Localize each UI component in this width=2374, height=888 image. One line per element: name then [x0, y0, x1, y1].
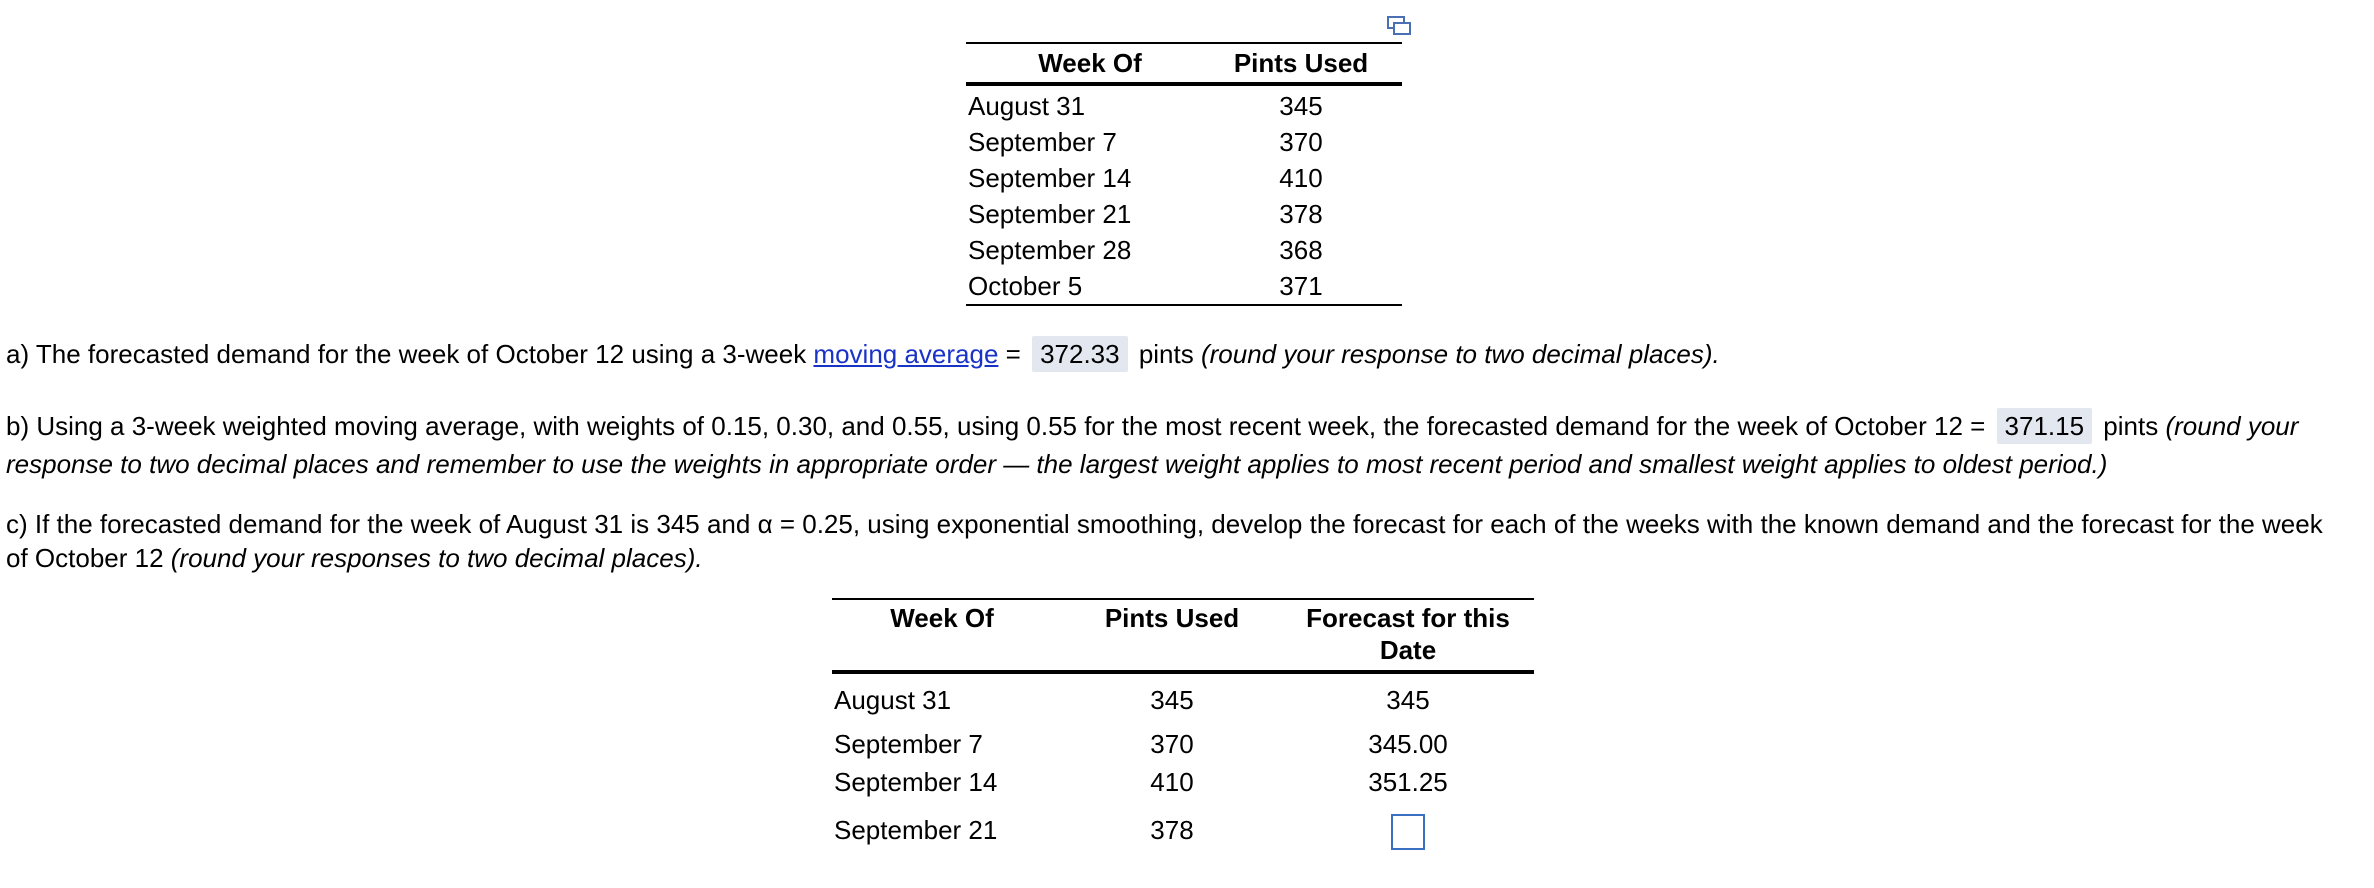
- part-b-units: pints: [2096, 411, 2166, 441]
- part-a-equals: =: [998, 339, 1029, 369]
- table-bottom-rule: [966, 304, 1402, 306]
- forecast-cell: 345: [1386, 685, 1430, 715]
- table-row: [966, 268, 1402, 304]
- question-part-b-line2: [6, 446, 2107, 482]
- forecast-cell: 345.00: [1368, 729, 1448, 759]
- forecast-cell: 351.25: [1368, 767, 1448, 797]
- table-top-rule: [966, 42, 1402, 44]
- header-pints-used: Pints Used: [1233, 48, 1369, 78]
- table-row: [966, 160, 1402, 196]
- part-b-answer: 371.15: [1997, 408, 2093, 444]
- header-week-of: Week Of: [890, 603, 994, 633]
- part-b-text: b) Using a 3-week weighted moving average, with weights of 0.15, 0.30, and 0.55, using 0.55 for the most recent week, the forecasted demand for the week of October 12 =: [6, 411, 1993, 441]
- question-part-c-line1: [6, 506, 2323, 542]
- week-cell: October 5: [968, 271, 1083, 301]
- pints-cell: 368: [1279, 235, 1323, 265]
- pints-cell: 378: [1150, 815, 1194, 845]
- week-cell: August 31: [834, 685, 952, 715]
- pints-cell: 370: [1150, 729, 1194, 759]
- table-row: [832, 810, 1534, 850]
- forecast-cell: [1288, 810, 1528, 850]
- week-cell: September 21: [834, 815, 998, 845]
- part-c-note: (round your responses to two decimal places).: [170, 543, 703, 573]
- week-cell: September 7: [968, 127, 1117, 157]
- popout-window-icon[interactable]: [1387, 16, 1411, 36]
- moving-average-link[interactable]: moving average: [813, 339, 999, 369]
- header-forecast-line2: Date: [1379, 635, 1437, 665]
- pints-cell: 410: [1150, 767, 1194, 797]
- pints-cell: 370: [1279, 127, 1323, 157]
- week-cell: August 31: [968, 91, 1086, 121]
- pints-cell: 345: [1279, 91, 1323, 121]
- table-row: [966, 124, 1402, 160]
- part-a-note: (round your response to two decimal places).: [1200, 339, 1720, 369]
- part-b-note-start: (round your: [2165, 411, 2299, 441]
- part-c-text: c) If the forecasted demand for the week of August 31 is 345 and α = 0.25, using exponential smoothing, develop the forecast for each of the weeks with the known demand and the forecast for the week: [6, 509, 2323, 539]
- table-header-rule: [832, 670, 1534, 674]
- pints-cell: 345: [1150, 685, 1194, 715]
- table-row: [966, 232, 1402, 268]
- table-row: [966, 88, 1402, 124]
- header-pints-used: Pints Used: [1104, 603, 1240, 633]
- question-part-c-line2: [6, 540, 703, 576]
- question-part-b-line1: [6, 408, 2298, 444]
- part-a-units: pints: [1131, 339, 1201, 369]
- part-a-text: a) The forecasted demand for the week of October 12 using a 3-week: [6, 339, 814, 369]
- table-row: [832, 724, 1534, 764]
- part-b-note: response to two decimal places and remember to use the weights in appropriate order — the largest weight applies to most recent period and smallest weight applies to oldest period.): [6, 449, 2108, 479]
- table-top-rule: [832, 598, 1534, 600]
- part-c-text-2: of October 12: [6, 543, 171, 573]
- question-part-a: [6, 336, 1720, 372]
- table-row: [832, 680, 1534, 720]
- pints-cell: 410: [1279, 163, 1323, 193]
- week-cell: September 21: [968, 199, 1132, 229]
- header-forecast: [1288, 602, 1528, 666]
- pints-cell: 371: [1279, 271, 1323, 301]
- forecast-input-september-21[interactable]: [1391, 814, 1425, 850]
- header-week-of: Week Of: [1038, 48, 1142, 78]
- header-forecast-line1: Forecast for this: [1306, 603, 1510, 633]
- table-row: [832, 762, 1534, 802]
- week-cell: September 14: [968, 163, 1132, 193]
- part-a-answer: 372.33: [1032, 336, 1128, 372]
- table-row: [966, 196, 1402, 232]
- week-cell: September 7: [834, 729, 983, 759]
- pints-cell: 378: [1279, 199, 1323, 229]
- table-header-rule: [966, 82, 1402, 86]
- week-cell: September 14: [834, 767, 998, 797]
- week-cell: September 28: [968, 235, 1132, 265]
